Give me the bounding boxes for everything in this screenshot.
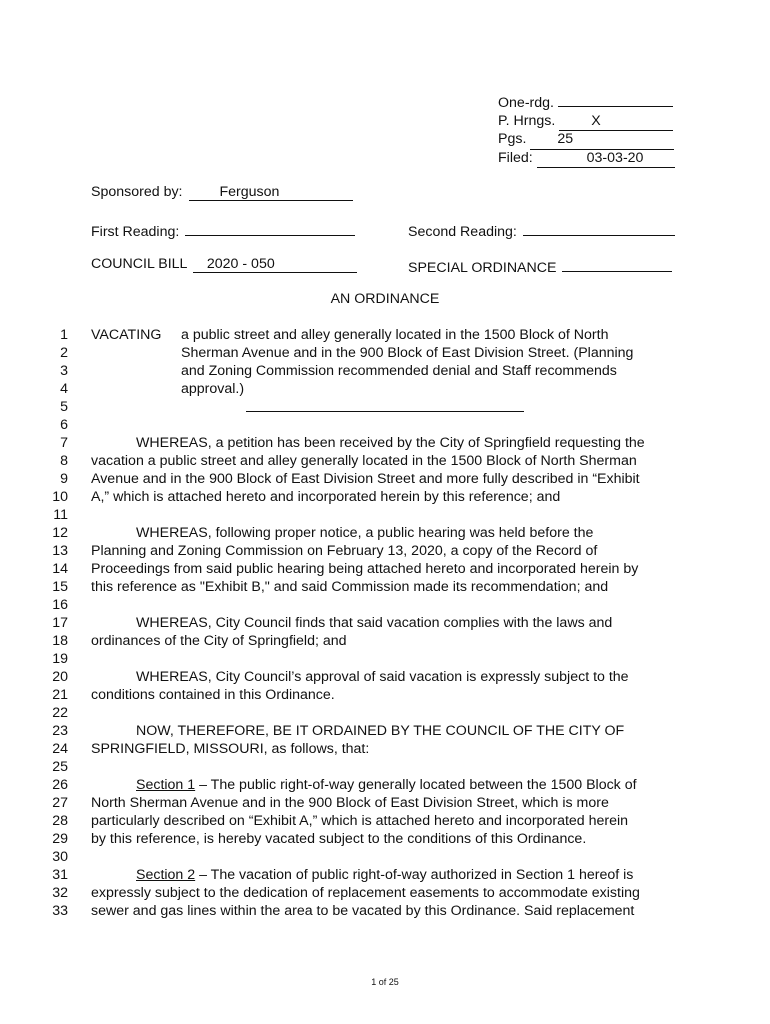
body-line: Avenue and in the 900 Block of East Division Street and more fully described in “Exhibit xyxy=(91,471,640,487)
filed-label: Filed: xyxy=(498,149,533,166)
line-number: 4 xyxy=(60,381,68,397)
body-line: WHEREAS, City Council’s approval of said vacation is expressly subject to the xyxy=(136,669,629,685)
page-number: 1 of 25 xyxy=(371,977,399,987)
line-number: 32 xyxy=(52,885,68,901)
second-reading-row xyxy=(408,220,675,240)
line-number: 19 xyxy=(52,651,68,667)
special-ordinance-label: SPECIAL ORDINANCE xyxy=(408,260,557,276)
pgs-label: Pgs. xyxy=(498,131,527,147)
one-rdg-row xyxy=(498,95,675,113)
council-bill-label: COUNCIL BILL xyxy=(91,256,187,272)
line-number: 11 xyxy=(53,507,68,523)
vacating-line: and Zoning Commission recommended denial and Staff recommends xyxy=(181,363,617,379)
vacating-line: Sherman Avenue and in the 900 Block of East Division Street. (Planning xyxy=(181,345,634,361)
pgs-row xyxy=(498,131,675,150)
line-number: 21 xyxy=(52,687,68,703)
section-2-line xyxy=(91,866,633,884)
body-line: SPRINGFIELD, MISSOURI, as follows, that: xyxy=(91,741,370,757)
section-1-heading: Section 1 xyxy=(136,777,196,793)
line-number: 10 xyxy=(52,489,68,505)
one-rdg-value xyxy=(558,106,673,107)
body-line: particularly described on “Exhibit A,” which is attached hereto and incorporated herein xyxy=(91,813,629,829)
line-number: 5 xyxy=(60,399,68,415)
council-bill-field xyxy=(193,256,357,273)
line-number: 17 xyxy=(52,615,68,631)
body-line: Planning and Zoning Commission on February 13, 2020, a copy of the Record of xyxy=(91,543,598,559)
body-line: ordinances of the City of Springfield; and xyxy=(91,633,347,649)
body-line: WHEREAS, a petition has been received by the City of Springfield requesting the xyxy=(136,435,645,451)
line-number: 26 xyxy=(52,777,68,793)
vacating-line: approval.) xyxy=(181,381,245,397)
sponsored-value: Ferguson xyxy=(219,184,280,200)
section-2-text: – The vacation of public right-of-way authorized in Section 1 hereof is xyxy=(195,867,634,883)
line-number: 15 xyxy=(52,579,68,595)
line-number: 3 xyxy=(60,363,68,379)
council-bill-row xyxy=(91,256,357,273)
line-number: 20 xyxy=(52,669,68,685)
line-number: 31 xyxy=(52,867,68,883)
body-line: this reference as "Exhibit B," and said Commission made its recommendation; and xyxy=(91,579,609,595)
body-line: WHEREAS, City Council finds that said vacation complies with the laws and xyxy=(136,615,613,631)
filed-value: 03-03-20 xyxy=(586,149,644,166)
line-number: 27 xyxy=(52,795,68,811)
special-ordinance-field xyxy=(562,256,672,272)
title-divider xyxy=(246,411,524,412)
p-hrngs-row xyxy=(498,113,675,132)
p-hrngs-label: P. Hrngs. xyxy=(498,112,556,129)
second-reading-label: Second Reading: xyxy=(408,224,517,240)
body-line: North Sherman Avenue and in the 900 Block of East Division Street, which is more xyxy=(91,795,609,811)
line-number: 23 xyxy=(52,723,68,739)
filed-field xyxy=(537,150,675,169)
line-number: 6 xyxy=(60,417,68,433)
body-line: WHEREAS, following proper notice, a public hearing was held before the xyxy=(136,525,594,541)
body-line: NOW, THEREFORE, BE IT ORDAINED BY THE COUNCIL OF THE CITY OF xyxy=(136,723,625,739)
line-number: 9 xyxy=(60,471,68,487)
body-line: vacation a public street and alley generally located in the 1500 Block of North Sherman xyxy=(91,453,637,469)
line-number: 1 xyxy=(60,327,68,343)
first-reading-field xyxy=(185,220,355,236)
p-hrngs-field xyxy=(559,113,673,132)
line-number: 24 xyxy=(52,741,68,757)
body-line: conditions contained in this Ordinance. xyxy=(91,687,335,703)
body-line: Proceedings from said public hearing being attached hereto and incorporated herein by xyxy=(91,561,639,577)
line-number: 29 xyxy=(52,831,68,847)
line-number: 7 xyxy=(60,435,68,451)
body-line: A,” which is attached hereto and incorporated herein by this reference; and xyxy=(91,489,561,505)
section-1-line xyxy=(91,776,637,794)
p-hrngs-value: X xyxy=(591,112,601,129)
pgs-value: 25 xyxy=(557,131,574,147)
body-line: sewer and gas lines within the area to be vacated by this Ordinance. Said replacement xyxy=(91,903,635,919)
vacating-line: a public street and alley generally located in the 1500 Block of North xyxy=(181,327,609,343)
line-number: 25 xyxy=(52,759,68,775)
body-line: by this reference, is hereby vacated subject to the conditions of this Ordinance. xyxy=(91,831,587,847)
line-number: 22 xyxy=(52,705,68,721)
vacating-label: VACATING xyxy=(91,327,162,343)
line-number: 33 xyxy=(52,903,68,919)
filed-row xyxy=(498,150,675,169)
one-rdg-label: One-rdg. xyxy=(498,95,554,111)
section-1-text: – The public right-of-way generally located between the 1500 Block of xyxy=(195,777,637,793)
line-number: 12 xyxy=(52,525,68,541)
line-number: 30 xyxy=(52,849,68,865)
line-number: 2 xyxy=(60,345,68,361)
second-reading-field xyxy=(523,220,675,236)
body-line: expressly subject to the dedication of replacement easements to accommodate existing xyxy=(91,885,640,901)
line-number: 13 xyxy=(52,543,68,559)
line-number: 14 xyxy=(52,561,68,577)
line-number: 8 xyxy=(60,453,68,469)
council-bill-value: 2020 - 050 xyxy=(206,256,275,272)
line-number: 18 xyxy=(52,633,68,649)
sponsored-label: Sponsored by: xyxy=(91,184,183,200)
pgs-field xyxy=(530,131,674,150)
line-number: 16 xyxy=(52,597,68,613)
line-number: 28 xyxy=(52,813,68,829)
ordinance-title: AN ORDINANCE xyxy=(330,291,440,307)
filing-block xyxy=(498,95,675,168)
special-ordinance-row xyxy=(408,256,672,276)
section-2-heading: Section 2 xyxy=(136,867,196,883)
first-reading-label: First Reading: xyxy=(91,224,180,240)
sponsored-field xyxy=(189,184,353,201)
sponsored-row xyxy=(91,184,353,201)
first-reading-row xyxy=(91,220,355,240)
